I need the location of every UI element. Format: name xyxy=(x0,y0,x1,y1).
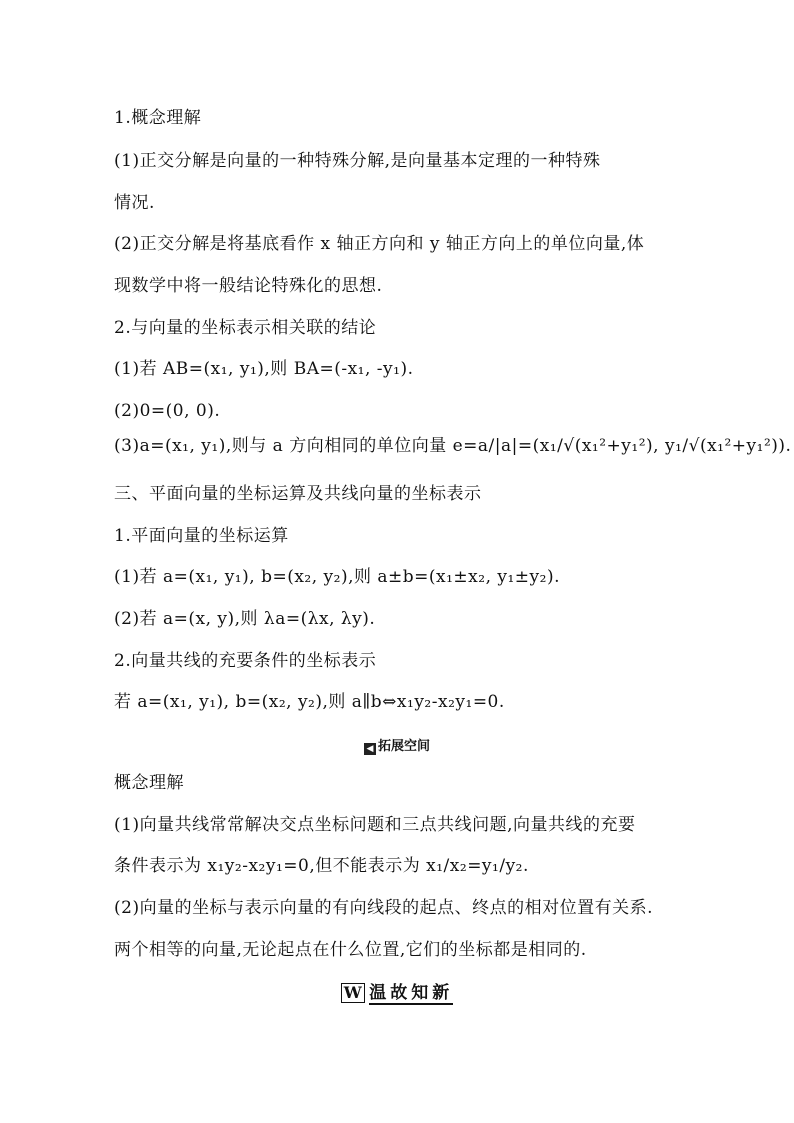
text-line-16: 概念理解 xyxy=(114,773,184,793)
text-line-15: 若 a=(x₁, y₁), b=(x₂, y₂),则 a∥b⇔x₁y₂-x₂y₁=0. xyxy=(114,692,505,712)
text-line-5: 现数学中将一般结论特殊化的思想. xyxy=(114,276,383,296)
text-line-11: 1.平面向量的坐标运算 xyxy=(114,526,289,546)
text-line-3: 情况. xyxy=(114,193,155,213)
section-heading: 三、平面向量的坐标运算及共线向量的坐标表示 xyxy=(114,484,482,504)
wenxin-heading xyxy=(0,982,794,1004)
text-line-18: 条件表示为 x₁y₂-x₂y₁=0,但不能表示为 x₁/x₂=y₁/y₂. xyxy=(114,856,529,876)
text-line-17: (1)向量共线常常解决交点坐标问题和三点共线问题,向量共线的充要 xyxy=(114,815,636,835)
text-line-8: (2)0=(0, 0). xyxy=(114,401,221,421)
text-line-1: 1.概念理解 xyxy=(114,108,202,128)
tuozhan-heading xyxy=(0,736,794,758)
text-line-6: 2.与向量的坐标表示相关联的结论 xyxy=(114,318,377,338)
w-box-icon: W xyxy=(341,983,365,1003)
text-line-9: (3)a=(x₁, y₁),则与 a 方向相同的单位向量 e=a/|a|=(x₁/√(x₁²+y₁²), y₁/√(x₁²+y₁²)). xyxy=(114,436,792,456)
speaker-icon: ◀ xyxy=(364,743,376,755)
tuozhan-label: 拓展空间 xyxy=(377,739,430,754)
text-line-7: (1)若 AB=(x₁, y₁),则 BA=(-x₁, -y₁). xyxy=(114,359,414,379)
text-line-14: 2.向量共线的充要条件的坐标表示 xyxy=(114,651,377,671)
text-line-19: (2)向量的坐标与表示向量的有向线段的起点、终点的相对位置有关系. xyxy=(114,898,653,918)
text-line-12: (1)若 a=(x₁, y₁), b=(x₂, y₂),则 a±b=(x₁±x₂, y₁±y₂). xyxy=(114,567,561,587)
text-line-2: (1)正交分解是向量的一种特殊分解,是向量基本定理的一种特殊 xyxy=(114,151,601,171)
text-line-4: (2)正交分解是将基底看作 x 轴正方向和 y 轴正方向上的单位向量,体 xyxy=(114,234,645,254)
wenxin-label: 温故知新 xyxy=(369,983,454,1003)
text-line-20: 两个相等的向量,无论起点在什么位置,它们的坐标都是相同的. xyxy=(114,940,587,960)
text-line-13: (2)若 a=(x, y),则 λa=(λx, λy). xyxy=(114,609,376,629)
